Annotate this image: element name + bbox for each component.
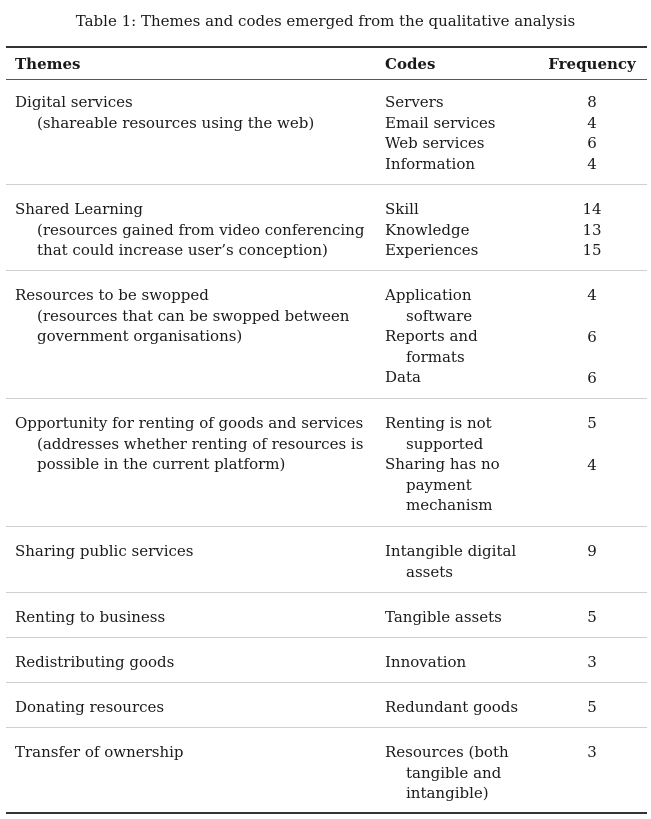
theme-description: (resources gained from video conferencing that could increase user’s conception) — [37, 220, 365, 259]
row-divider — [6, 682, 647, 683]
frequency-value: 4 — [587, 286, 597, 304]
code-item: Reports and formats — [385, 327, 478, 366]
codes-cell — [385, 742, 535, 804]
theme-title: Redistributing goods — [15, 653, 175, 671]
frequency-value: 9 — [587, 542, 597, 560]
code-item: Tangible assets — [385, 608, 502, 626]
frequency-value: 4 — [587, 154, 597, 173]
row-divider — [6, 526, 647, 527]
theme-cell — [15, 199, 375, 261]
code-item: Data — [385, 368, 421, 386]
theme-description: (addresses whether renting of resources is possible in the current platform) — [37, 434, 364, 473]
theme-cell — [15, 652, 375, 673]
codes-cell — [385, 92, 535, 174]
frequency-value: 8 — [587, 93, 597, 111]
theme-cell — [15, 697, 375, 718]
frequency-value: 13 — [582, 220, 602, 239]
frequency-cell — [542, 199, 642, 261]
theme-cell — [15, 413, 375, 475]
code-item: Knowledge — [385, 220, 470, 239]
code-item: Renting is not supported — [385, 414, 492, 453]
code-item: Innovation — [385, 653, 467, 671]
code-item: Redundant goods — [385, 698, 519, 716]
frequency-cell — [542, 92, 642, 174]
frequency-value: 15 — [582, 241, 602, 259]
code-item: Servers — [385, 93, 444, 111]
theme-description: (resources that can be swopped between government organisations) — [37, 306, 350, 345]
frequency-value: 3 — [587, 743, 597, 761]
frequency-value: 5 — [587, 414, 597, 432]
row-divider — [6, 592, 647, 593]
theme-cell — [15, 541, 375, 562]
codes-cell — [385, 199, 535, 261]
theme-cell — [15, 742, 375, 763]
frequency-value: 5 — [587, 698, 597, 716]
code-item: Application software — [385, 286, 473, 325]
theme-title: Transfer of ownership — [15, 743, 184, 761]
row-divider — [6, 184, 647, 185]
codes-cell — [385, 413, 535, 516]
code-item: Resources (both tangible and intangible) — [385, 743, 509, 802]
frequency-cell — [542, 697, 642, 718]
theme-cell — [15, 92, 375, 133]
frequency-cell — [542, 652, 642, 673]
codes-cell — [385, 697, 535, 718]
theme-description: (shareable resources using the web) — [37, 113, 315, 132]
header-rule — [6, 79, 647, 80]
row-divider — [6, 727, 647, 728]
row-divider — [6, 637, 647, 638]
row-divider — [6, 398, 647, 399]
code-item: Experiences — [385, 241, 479, 259]
code-item: Email services — [385, 113, 496, 132]
frequency-cell — [542, 285, 642, 389]
frequency-value: 4 — [587, 113, 597, 132]
theme-cell — [15, 285, 375, 347]
row-divider — [6, 270, 647, 271]
theme-title: Shared Learning — [15, 200, 143, 218]
codes-cell — [385, 285, 535, 388]
codes-cell — [385, 652, 535, 673]
top-rule — [6, 46, 647, 48]
theme-cell — [15, 607, 375, 628]
theme-title: Opportunity for renting of goods and services — [15, 414, 364, 432]
frequency-cell — [542, 413, 642, 475]
frequency-cell — [542, 541, 642, 562]
frequency-value: 6 — [587, 134, 597, 152]
codes-cell — [385, 541, 535, 582]
code-item: Intangible digital assets — [385, 542, 517, 581]
codes-cell — [385, 607, 535, 628]
frequency-value: 3 — [587, 653, 597, 671]
frequency-cell — [542, 742, 642, 763]
frequency-value: 5 — [587, 608, 597, 626]
header-frequency: Frequency — [548, 55, 636, 73]
code-item: Web services — [385, 134, 485, 152]
frequency-value: 4 — [587, 455, 597, 474]
frequency-value: 14 — [582, 200, 602, 218]
theme-title: Renting to business — [15, 608, 166, 626]
code-item: Skill — [385, 200, 419, 218]
header-themes: Themes — [15, 55, 81, 73]
theme-title: Digital services — [15, 93, 133, 111]
bottom-rule — [6, 812, 647, 814]
frequency-value: 6 — [587, 369, 597, 387]
code-item: Information — [385, 154, 476, 173]
frequency-cell — [542, 607, 642, 628]
table-caption: Table 1: Themes and codes emerged from the qualitative analysis — [75, 12, 576, 30]
frequency-value: 6 — [587, 327, 597, 346]
code-item: Sharing has no payment mechanism — [385, 455, 500, 514]
theme-title: Donating resources — [15, 698, 165, 716]
theme-title: Sharing public services — [15, 542, 194, 560]
header-codes: Codes — [385, 55, 436, 73]
theme-title: Resources to be swopped — [15, 286, 209, 304]
